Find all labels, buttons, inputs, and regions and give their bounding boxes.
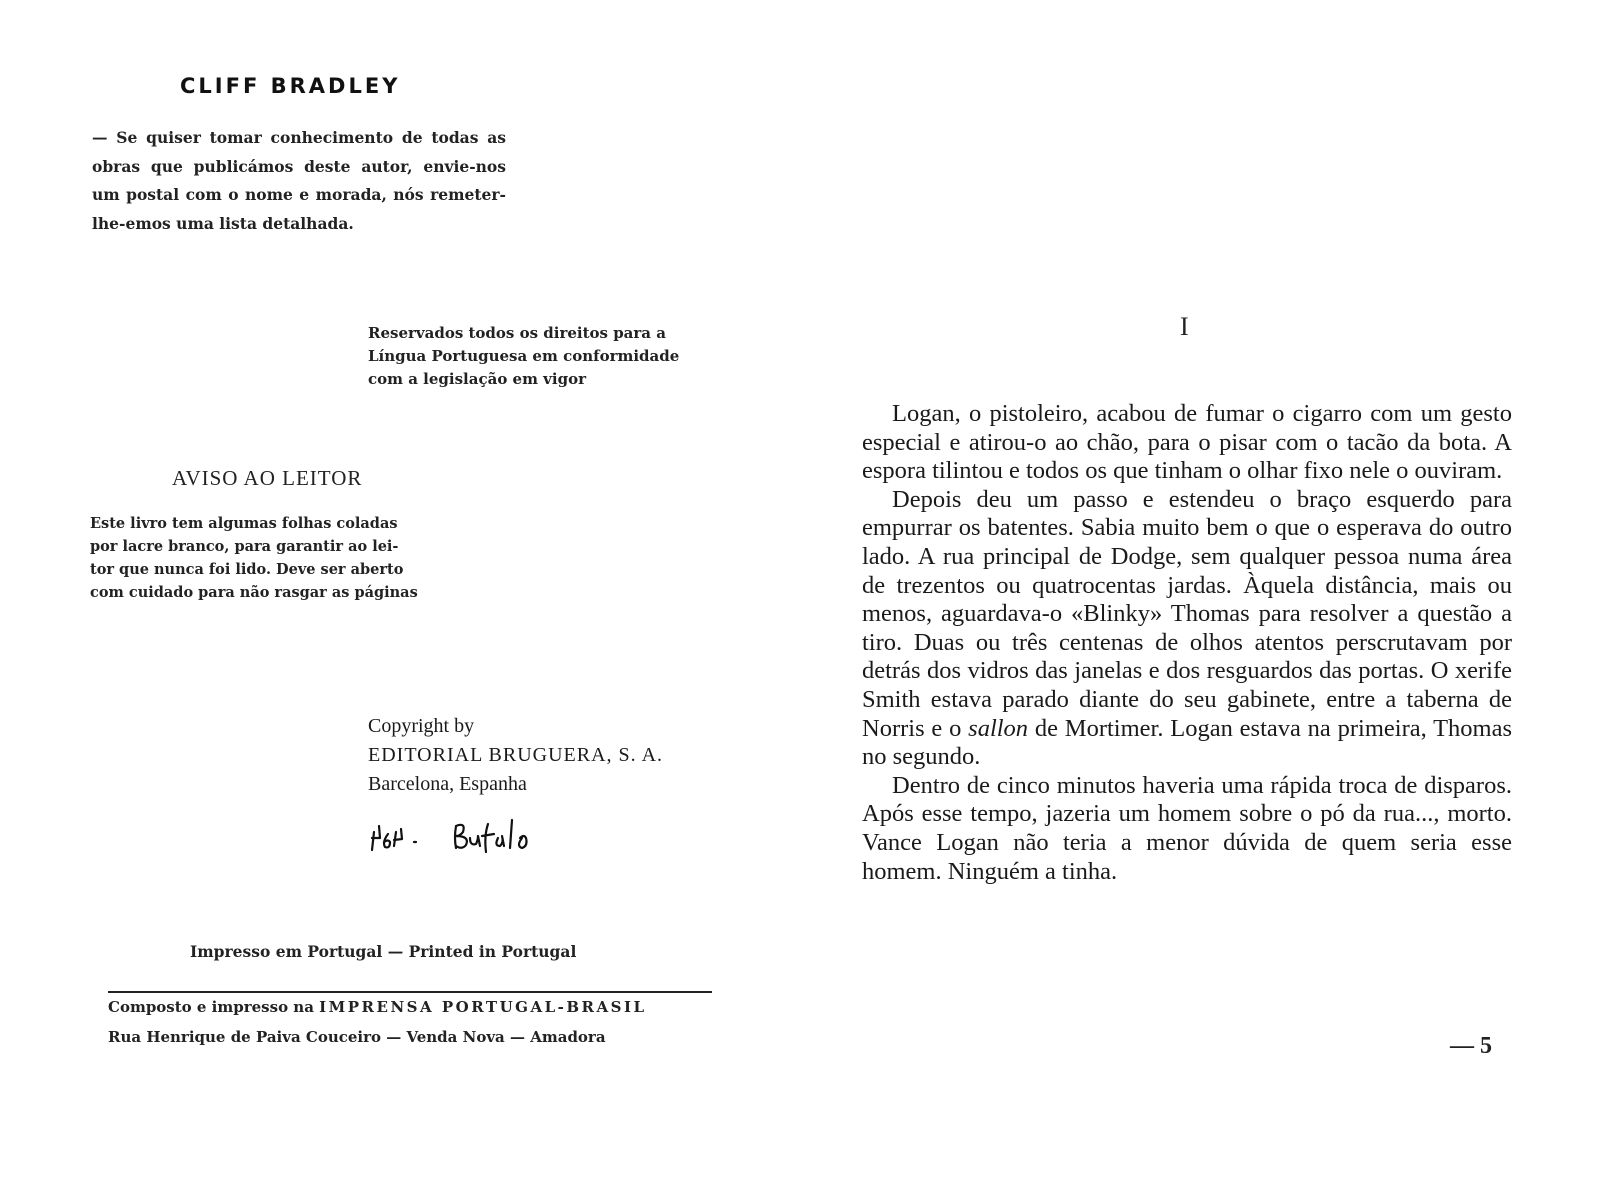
copyright-line: Copyright by	[368, 715, 475, 737]
printed-in-note: Impresso em Portugal — Printed in Portugal	[190, 942, 577, 961]
publisher-notice: — Se quiser tomar conhecimento de todas as obras que publicámos deste autor, envie-nos um postal com o nome e morada, nós remeter-lhe-emos uma lista detalhada.	[92, 128, 506, 233]
reader-notice-body	[90, 512, 483, 604]
chapter-number: I	[1180, 312, 1189, 341]
reader-notice-title: AVISO AO LEITOR	[172, 466, 363, 490]
author-name: CLIFF BRADLEY	[180, 74, 401, 98]
paragraph	[862, 486, 1512, 772]
paragraph-text: de Mortimer. Logan estava na primeira, Thomas no segundo.	[862, 714, 1513, 771]
reader-notice-line: com cuidado para não rasgar as páginas	[90, 584, 418, 601]
printer-info	[108, 992, 728, 1052]
rights-reserved	[368, 322, 740, 391]
paragraph: Logan, o pistoleiro, acabou de fumar o cigarro com um gesto especial e atirou-o ao chão, para o pisar com o tacão da bota. A espora tilintou e todos os que tinham o olhar fixo nele o ouviram.	[862, 400, 1512, 485]
publisher-name: EDITORIAL BRUGUERA, S. A.	[368, 744, 664, 766]
page-number: — 5	[1450, 1033, 1492, 1059]
paragraph: Dentro de cinco minutos haveria uma rápida troca de disparos. Após esse tempo, jazeria um homem sobre o pó da rua..., morto. Vance Logan não teria a menor dúvida de quem seria esse homem. Ninguém a tinha.	[862, 771, 1512, 885]
rights-line: Reservados todos os direitos para a	[368, 324, 666, 342]
printer-name: IMPRENSA PORTUGAL-BRASIL	[319, 998, 647, 1016]
paragraph-text: Depois deu um passo e estendeu o braço esquerdo para empurrar os batentes. Sabia muito bem o que o esperava do outro lado. A rua principal de Dodge, sem qualquer pessoa numa área de trezentos ou quatrocentas jardas. Àquela distância, mais ou menos, aguardava-o «Blinky» Thomas para resolver a questão a tiro. Duas ou três centenas de olhos atentos perscrutavam por detrás dos vidros das janelas e dos resguardos das portas. O xerife Smith estava parado diante do seu gabinete, entre a taberna de Norris e o	[862, 485, 1512, 742]
handwritten-note	[370, 812, 545, 854]
chapter-text	[862, 400, 1512, 886]
reader-notice-line: tor que nunca foi lido. Deve ser aberto	[90, 561, 404, 578]
reader-notice-line: Este livro tem algumas folhas coladas	[90, 515, 398, 532]
printer-line	[108, 992, 728, 1022]
copyright-block	[368, 712, 663, 799]
rights-line: Língua Portuguesa em conformidade	[368, 347, 680, 365]
reader-notice-line: por lacre branco, para garantir ao lei-	[90, 538, 399, 555]
italic-word: sallon	[968, 714, 1029, 742]
publisher-city: Barcelona, Espanha	[368, 773, 527, 795]
printer-prefix: Composto e impresso na	[108, 998, 314, 1016]
rights-line: com a legislação em vigor	[368, 370, 586, 388]
printer-address: Rua Henrique de Paiva Couceiro — Venda Nova — Amadora	[108, 1028, 606, 1046]
